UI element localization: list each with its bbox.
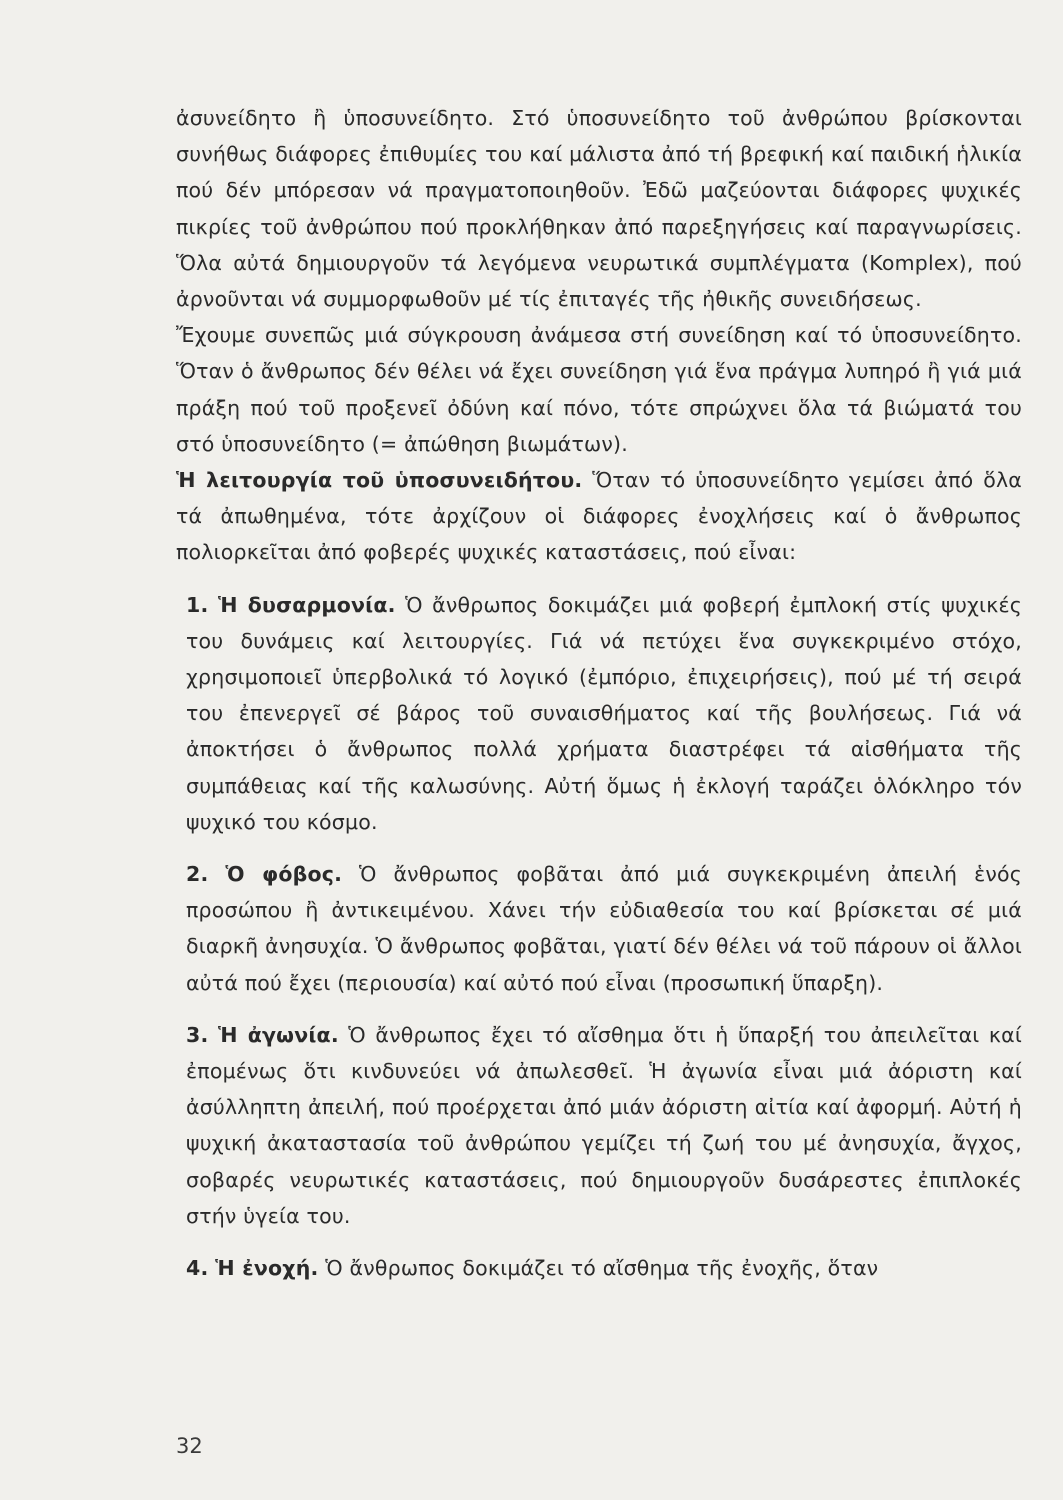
list-item-2 (176, 856, 1022, 1001)
paragraph-3-text: Ὅταν τό ὑποσυνείδητο γεμίσει ἀπό ὅλα τά ἀπωθημένα, τότε ἀρχίζουν οἱ διάφορες ἐνοχλήσεις καί ὁ ἄνθρωπος πολιορκεῖται ἀπό φοβερές ψυχικές καταστάσεις, πού εἶναι: (176, 468, 1022, 565)
page-number: 32 (176, 1434, 203, 1458)
list-item-1 (176, 587, 1022, 840)
page-body (176, 100, 1022, 1286)
item-number: 3. (186, 1022, 209, 1047)
paragraph-3 (176, 462, 1022, 571)
list-item-4 (176, 1250, 1022, 1286)
section-heading: Ἡ λειτουργία τοῦ ὑποσυνειδήτου. (176, 468, 583, 493)
item-text: Ὁ ἄνθρωπος ἔχει τό αἴσθημα ὅτι ἡ ὕπαρξή του ἀπειλεῖται καί ἐπομένως ὅτι κινδυνεύει νά ἀπωλεσθεῖ. Ἡ ἀγωνία εἶναι μιά ἀόριστη καί ἀσύλληπτη ἀπειλή, πού προέρχεται ἀπό μιάν ἀόριστη αἰτία καί ἀφορμή. Αὐτή ἡ ψυχική ἀκαταστασία τοῦ ἀνθρώπου γεμίζει τή ζωή του μέ ἀνησυχία, ἄγχος, σοβαρές νευρωτικές καταστάσεις, πού δημιουργοῦν δυσάρεστες ἐπιπλοκές στήν ὑγεία του. (186, 1022, 1023, 1228)
paragraph-1: ἀσυνείδητο ἢ ὑποσυνείδητο. Στό ὑποσυνείδητο τοῦ ἀνθρώπου βρίσκονται συνήθως διάφορες ἐπιθυμίες του καί μάλιστα ἀπό τή βρεφική καί παιδική ἡλικία πού δέν μπόρεσαν νά πραγματοποιηθοῦν. Ἐδῶ μαζεύονται διάφορες ψυχικές πικρίες τοῦ ἀνθρώπου πού προκλήθηκαν ἀπό παρεξηγήσεις καί παραγνωρίσεις. Ὅλα αὐτά δημιουργοῦν τά λεγόμενα νευρωτικά συμπλέγματα (Komplex), πού ἀρνοῦνται νά συμμορφωθοῦν μέ τίς ἐπιταγές τῆς ἠθικῆς συνειδήσεως. (176, 106, 1022, 312)
item-text: Ὁ ἄνθρωπος δοκιμάζει τό αἴσθημα τῆς ἐνοχῆς, ὅταν (318, 1256, 879, 1281)
item-number: 1. (186, 592, 209, 617)
item-number: 4. (186, 1256, 209, 1281)
paragraph-2: Ἔχουμε συνεπῶς μιά σύγκρουση ἀνάμεσα στή συνείδηση καί τό ὑποσυνείδητο. Ὅταν ὁ ἄνθρωπος δέν θέλει νά ἔχει συνείδηση γιά ἕνα πράγμα λυπηρό ἢ γιά μιά πράξη πού τοῦ προξενεῖ ὀδύνη καί πόνο, τότε σπρώχνει ὅλα τά βιώματά του στό ὑποσυνείδητο (= ἀπώθηση βιωμάτων). (176, 323, 1022, 456)
item-title: Ἡ ἀγωνία. (217, 1022, 339, 1047)
item-text: Ὁ ἄνθρωπος φοβᾶται ἀπό μιά συγκεκριμένη ἀπειλή ἑνός προσώπου ἢ ἀντικειμένου. Χάνει τήν εὐδιαθεσία του καί βρίσκεται σέ μιά διαρκῆ ἀνησυχία. Ὁ ἄνθρωπος φοβᾶται, γιατί δέν θέλει νά τοῦ πάρουν οἱ ἄλλοι αὐτά πού ἔχει (περιουσία) καί αὐτό πού εἶναι (προσωπική ὕπαρξη). (186, 862, 1022, 995)
item-number: 2. (186, 862, 209, 887)
list-item-3 (176, 1017, 1022, 1234)
item-text: Ὁ ἄνθρωπος δοκιμάζει μιά φοβερή ἐμπλοκή στίς ψυχικές του δυνάμεις καί λειτουργίες. Γιά νά πετύχει ἕνα συγκεκριμένο στόχο, χρησιμοποιεῖ ὑπερβολικά τό λογικό (ἐμπόριο, ἐπιχειρήσεις), πού μέ τή σειρά του ἐπενεργεῖ σέ βάρος τοῦ συναισθήματος καί τῆς βουλήσεως. Γιά νά ἀποκτήσει ὁ ἄνθρωπος πολλά χρήματα διαστρέφει τά αἰσθήματα τῆς συμπάθειας καί τῆς καλωσύνης. Αὐτή ὅμως ἡ ἐκλογή ταράζει ὁλόκληρο τόν ψυχικό του κόσμο. (186, 592, 1022, 834)
item-title: Ἡ ἐνοχή. (215, 1256, 319, 1281)
item-title: Ἡ δυσαρμονία. (217, 592, 396, 617)
item-title: Ὁ φόβος. (225, 862, 343, 887)
